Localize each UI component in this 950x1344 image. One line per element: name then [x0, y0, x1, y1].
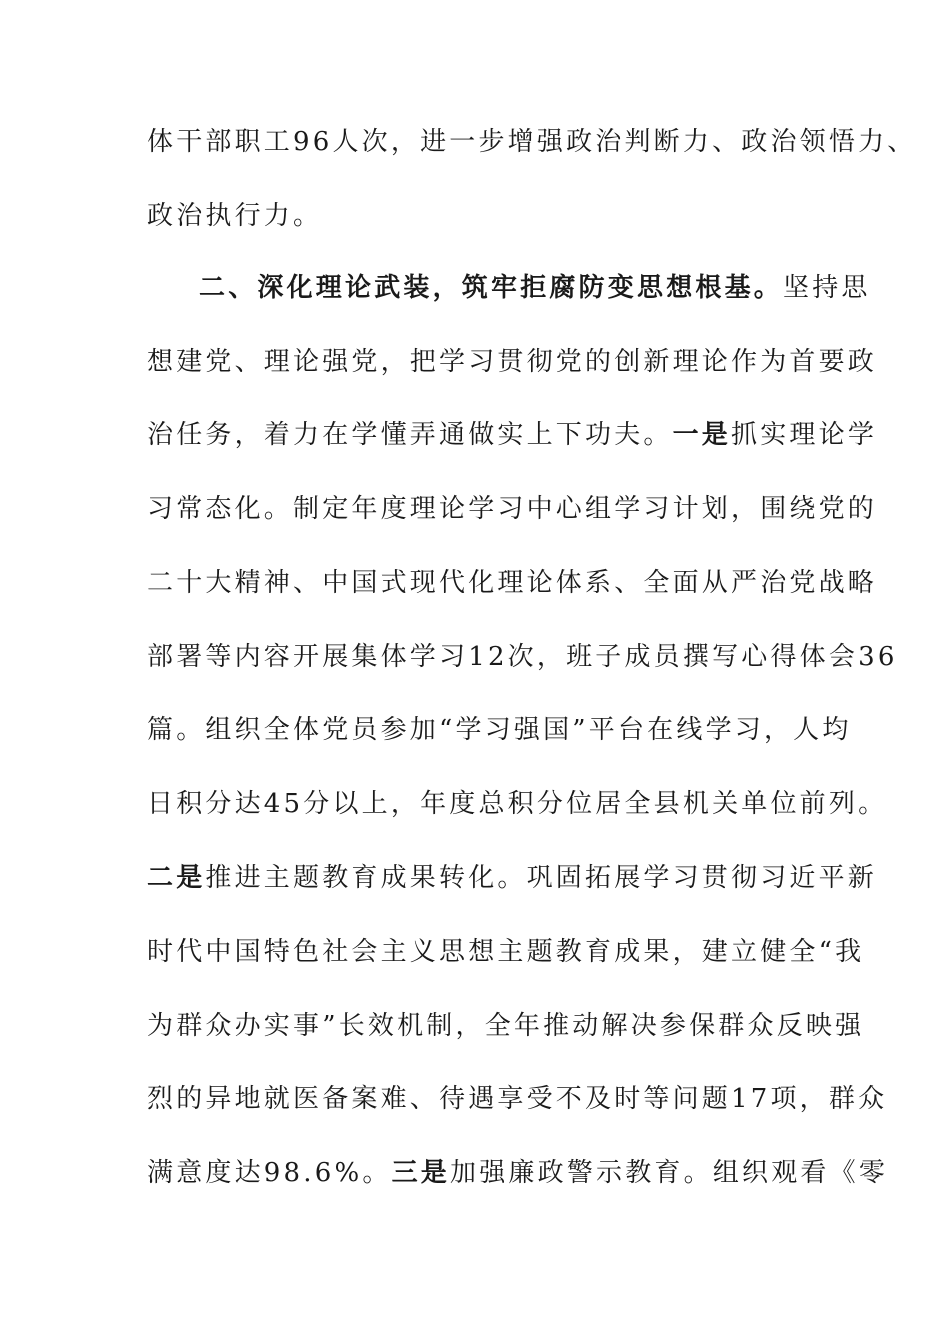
paragraph-line: [147, 565, 878, 601]
paragraph-line: [147, 198, 827, 234]
text-run: 政治执行力。: [147, 201, 323, 231]
bold-text-run: 二、深化理论武装，筑牢拒腐防变思想根基。: [199, 273, 784, 303]
text-run: 时代中国特色社会主义思想主题教育成果，建立健全“我: [147, 937, 865, 967]
text-run: 满意度达98.6%。: [147, 1158, 392, 1188]
text-run: 日积分达45分以上，年度总积分位居全县机关单位前列。: [147, 789, 888, 819]
bold-text-run: 三是: [391, 1158, 451, 1188]
text-run: 二十大精神、中国式现代化理论体系、全面从严治党战略: [147, 568, 878, 598]
paragraph-line: [147, 1008, 865, 1044]
paragraph-line: [147, 417, 878, 453]
paragraph-line: [147, 712, 852, 748]
text-run: 加强廉政警示教育。组织观看《零: [450, 1158, 889, 1188]
paragraph-line: [147, 639, 898, 675]
bold-text-run: 二是: [147, 863, 206, 893]
section-heading-line: [199, 270, 879, 306]
paragraph-line: [147, 934, 865, 970]
paragraph-line: [147, 786, 888, 822]
paragraph-line: [147, 1155, 889, 1191]
text-run: 抓实理论学: [731, 420, 878, 450]
text-run: 篇。组织全体党员参加“学习强国”平台在线学习，人均: [147, 715, 852, 745]
bold-text-run: 一是: [672, 420, 732, 450]
paragraph-line: [147, 491, 878, 527]
text-run: 想建党、理论强党，把学习贯彻党的创新理论作为首要政: [147, 347, 878, 377]
text-run: 习常态化。制定年度理论学习中心组学习计划，围绕党的: [147, 494, 878, 524]
text-run: 为群众办实事”长效机制，全年推动解决参保群众反映强: [147, 1011, 865, 1041]
text-run: 部署等内容开展集体学习12次，班子成员撰写心得体会36: [147, 642, 898, 672]
text-run: 治任务，着力在学懂弄通做实上下功夫。: [147, 420, 673, 450]
paragraph-line: [147, 1081, 888, 1117]
text-run: 烈的异地就医备案难、待遇享受不及时等问题17项，群众: [147, 1084, 888, 1114]
paragraph-line: [147, 860, 878, 896]
paragraph-line: [147, 344, 878, 380]
text-run: 坚持思: [783, 273, 871, 303]
text-run: 推进主题教育成果转化。巩固拓展学习贯彻习近平新: [205, 863, 878, 893]
paragraph-line: [147, 124, 917, 160]
text-run: 体干部职工96人次，进一步增强政治判断力、政治领悟力、: [147, 127, 917, 157]
